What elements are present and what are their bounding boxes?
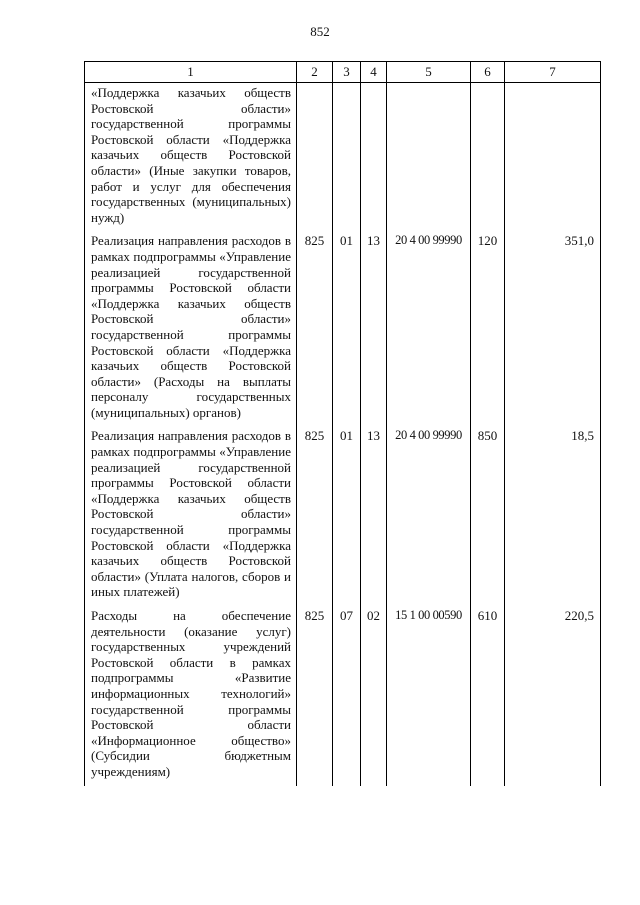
expense-type-code: 120 <box>471 231 505 426</box>
subsection-code <box>361 83 387 232</box>
page-number: 852 <box>310 24 330 39</box>
ministry-code: 825 <box>297 231 333 426</box>
target-article-code: 20 4 00 99990 <box>387 231 471 426</box>
column-header: 7 <box>505 62 601 83</box>
expense-name: Реализация направления расходов в рамках подпрограммы «Управление реализацией государственной программы Ростовской области «Поддержка казачьих обществ Ростовской области» государственной программы Ростовской области «Поддержка казачьих обществ Ростовской области» (Уплата налогов, сборов и иных платежей) <box>85 426 297 606</box>
amount <box>505 83 601 232</box>
amount: 351,0 <box>505 231 601 426</box>
ministry-code: 825 <box>297 606 333 786</box>
expense-name: Расходы на обеспечение деятельности (оказание услуг) государственных учреждений Ростовской области в рамках подпрограммы «Развитие информационных технологий» государственной программы Ростовской области «Информационное общество» (Субсидии бюджетным учреждениям) <box>85 606 297 786</box>
column-header: 4 <box>361 62 387 83</box>
subsection-code: 13 <box>361 231 387 426</box>
table-row <box>85 231 601 426</box>
budget-table <box>84 61 601 786</box>
subsection-code: 13 <box>361 426 387 606</box>
table-header-row <box>85 62 601 83</box>
section-code <box>333 83 361 232</box>
target-article-code: 20 4 00 99990 <box>387 426 471 606</box>
table-row <box>85 606 601 786</box>
amount: 220,5 <box>505 606 601 786</box>
expense-type-code: 610 <box>471 606 505 786</box>
expense-type-code <box>471 83 505 232</box>
column-header: 1 <box>85 62 297 83</box>
expense-type-code: 850 <box>471 426 505 606</box>
column-header: 2 <box>297 62 333 83</box>
column-header: 5 <box>387 62 471 83</box>
column-header: 6 <box>471 62 505 83</box>
target-article-code: 15 1 00 00590 <box>387 606 471 786</box>
ministry-code <box>297 83 333 232</box>
table-row <box>85 83 601 232</box>
amount: 18,5 <box>505 426 601 606</box>
section-code: 01 <box>333 231 361 426</box>
section-code: 01 <box>333 426 361 606</box>
column-header: 3 <box>333 62 361 83</box>
target-article-code <box>387 83 471 232</box>
section-code: 07 <box>333 606 361 786</box>
table-row <box>85 426 601 606</box>
expense-name: Реализация направления расходов в рамках подпрограммы «Управление реализацией государственной программы Ростовской области «Поддержка казачьих обществ Ростовской области» государственной программы Ростовской области «Поддержка казачьих обществ Ростовской области» (Расходы на выплаты персоналу государственных (муниципальных) органов) <box>85 231 297 426</box>
subsection-code: 02 <box>361 606 387 786</box>
ministry-code: 825 <box>297 426 333 606</box>
expense-name: «Поддержка казачьих обществ Ростовской области» государственной программы Ростовской области «Поддержка казачьих обществ Ростовской области» (Иные закупки товаров, работ и услуг для обеспечения государственных (муниципальных) нужд) <box>85 83 297 232</box>
